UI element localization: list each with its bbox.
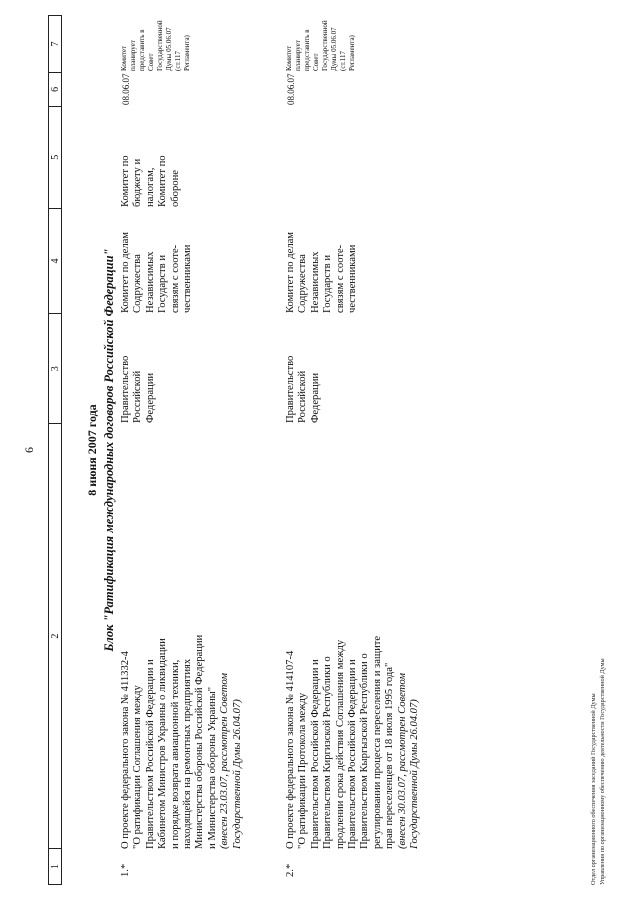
column-number-4: 4 — [49, 208, 61, 314]
column-number-2: 2 — [49, 423, 61, 848]
plan-line: Государственной — [321, 20, 329, 71]
committee-line: Независимых — [144, 251, 156, 313]
footer-line-2: Управления по организационному обеспечению деятельности Государственной Думы — [599, 658, 606, 885]
committee-line: связям с соотe- — [169, 244, 181, 313]
item-number: 2.* — [285, 863, 296, 877]
plan-line: Комитет планирует — [120, 40, 137, 71]
committee-line: Государств и — [157, 255, 169, 313]
column-number-7: 7 — [49, 41, 61, 47]
committee-line: Государств и — [322, 255, 334, 313]
committee-line: Содружества — [297, 254, 309, 313]
initiator-line: Правительство — [120, 355, 131, 423]
plan-line: (ст.117 Регламента) — [339, 35, 356, 71]
co-committee-line: бюджету и — [132, 158, 144, 207]
bill-description-line: "О ратификации Соглашения между — [132, 685, 144, 849]
bill-description-line: Правительством Российской Федерации и — [347, 659, 359, 849]
committee-line: Независимых — [309, 251, 321, 313]
plan-line: Государственной — [156, 20, 164, 71]
plan-line: Комитет планирует — [285, 40, 302, 71]
document-page — [20, 15, 630, 885]
review-date: 08.06.07 — [121, 73, 131, 105]
column-number-1: 1 — [49, 848, 61, 884]
bill-description-line: находящейся на ремонтных предприятиях — [182, 658, 194, 849]
initiator-line: Федерации — [144, 372, 156, 423]
plan-line: Думы 05.06.07 — [330, 27, 338, 71]
page-number: 6 — [22, 447, 36, 453]
co-committee-line: обороне — [169, 170, 181, 207]
initiator — [120, 315, 157, 423]
review-date: 08.06.07 — [286, 73, 296, 105]
column-number-5: 5 — [49, 106, 61, 208]
bill-description-line: О проекте федерального закона № 411332-4 — [120, 651, 131, 849]
footer-line-1: Отдел организационного обеспечения заседаний Государственной Думы — [590, 693, 597, 885]
bill-note-line: Государственной Думы 26.04.07) — [231, 699, 243, 849]
bill-description-line: и порядке возврата авиационной техники, — [169, 659, 181, 849]
bill-description-line: Правительством Киргизской Республики о — [322, 656, 334, 849]
item-number: 1.* — [120, 863, 131, 877]
bill-note-line: (внесен 30.03.07, рассмотрен Советом — [396, 673, 408, 849]
plan-line: представить в Совет — [138, 29, 155, 71]
bill-description-line: и Министерства обороны Украины" — [206, 686, 218, 849]
plan-line: (ст.117 Регламента) — [174, 35, 191, 71]
initiator-line: Российской — [297, 370, 309, 423]
bill-description-line: Правительством Российской Федерации и — [144, 659, 156, 849]
co-committee — [120, 107, 182, 207]
bill-note-line: Государственной Думы 26.04.07) — [409, 699, 421, 849]
plan-line: Думы 05.06.07 — [165, 27, 173, 71]
committee-line: связям с соотe- — [334, 244, 346, 313]
bill-description-line: продлении срока действия Соглашения между — [334, 639, 346, 849]
committee-plan — [285, 15, 357, 71]
responsible-committee — [120, 209, 194, 313]
committee-line: Содружества — [132, 254, 144, 313]
co-committee-line: Комитет по — [120, 155, 131, 207]
bill-description-line: Кабинетом Министров Украины о ликвидации — [157, 638, 169, 849]
column-number-6: 6 — [49, 72, 61, 106]
co-committee-line: налогам, — [144, 167, 156, 207]
bill-description-line: Правительством Кыргызской Республики о — [359, 653, 371, 849]
bill-description-line: Правительством Российской Федерации и — [309, 659, 321, 849]
block-heading: Блок "Ратификация международных договоров Российской Федерации" — [102, 248, 116, 652]
committee-line: чественниками — [347, 244, 359, 313]
column-number-3: 3 — [49, 313, 61, 423]
column-number-header — [48, 15, 62, 885]
bill-description-line: "О ратификации Протокола между — [297, 692, 309, 849]
committee-plan — [120, 15, 192, 71]
initiator-line: Федерации — [309, 372, 321, 423]
bill-note-line: (внесен 23.03.07, рассмотрен Советом — [219, 673, 231, 849]
initiator — [285, 315, 322, 423]
bill-description — [285, 429, 421, 849]
bill-description-line: регулировании процесса переселения и защите — [371, 635, 383, 849]
bill-description — [120, 429, 244, 849]
bill-description-line: Министерства обороны Российской Федерации — [194, 634, 206, 849]
committee-line: чественниками — [182, 244, 194, 313]
bill-description-line: О проекте федерального закона № 414107-4 — [285, 650, 296, 849]
responsible-committee — [285, 209, 359, 313]
co-committee-line: Комитет по — [157, 155, 169, 207]
date-heading: 8 июня 2007 года — [85, 404, 99, 496]
committee-line: Комитет по делам — [285, 231, 296, 313]
initiator-line: Правительство — [285, 355, 296, 423]
committee-line: Комитет по делам — [120, 231, 131, 313]
initiator-line: Российской — [132, 370, 144, 423]
bill-description-line: прав переселенцев от 18 июля 1995 года" — [384, 662, 396, 849]
plan-line: представить в Совет — [303, 29, 320, 71]
